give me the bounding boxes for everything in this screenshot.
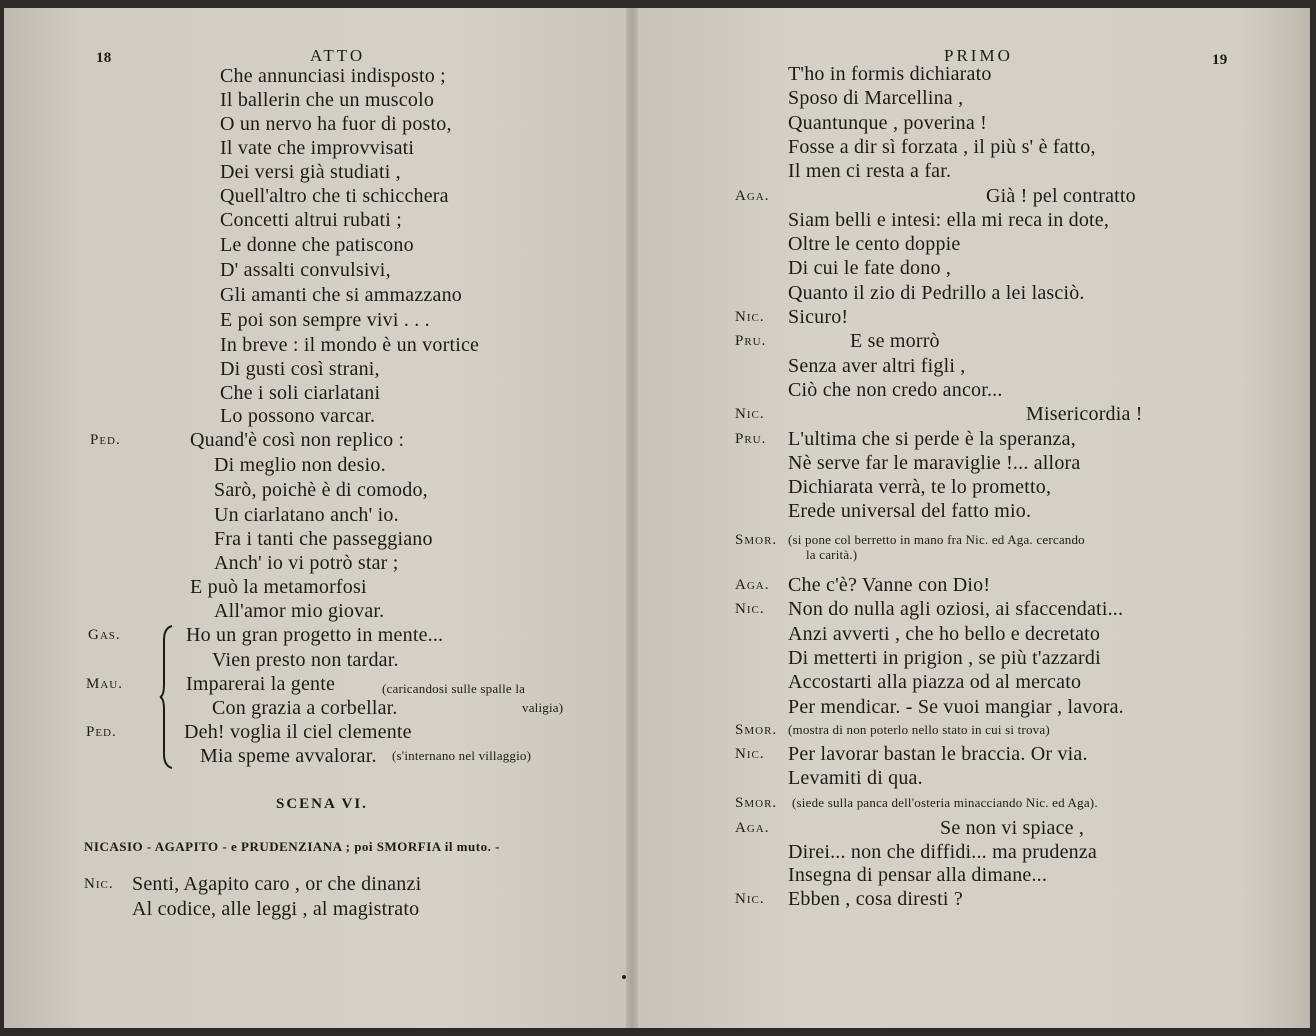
running-head-left: ATTO	[310, 46, 366, 65]
speaker-ped: Ped.	[90, 432, 121, 448]
verse-line: Di cui le fate dono ,	[788, 257, 952, 280]
verse-line: T'ho in formis dichiarato	[788, 63, 992, 85]
verse-line: Di meglio non desio.	[214, 454, 386, 476]
stage-direction: valigia)	[522, 700, 564, 715]
verse-line: Il vate che improvvisati	[220, 137, 415, 159]
speaker-aga: Aga.	[735, 820, 770, 836]
verse-line: Fosse a dir sì forzata , il più s' è fatto,	[788, 135, 1096, 158]
verse-line: Quand'è così non replico :	[190, 429, 405, 451]
verse-line: Oltre le cento doppie	[788, 233, 961, 256]
verse-line: Dei versi già studiati ,	[220, 161, 401, 183]
speaker-mau: Mau.	[86, 676, 123, 692]
stage-direction: (caricandosi sulle spalle la	[382, 681, 526, 696]
speaker-smor: Smor.	[735, 532, 778, 548]
verse-line: Levamiti di qua.	[788, 767, 923, 789]
speaker-smor: Smor.	[735, 795, 778, 811]
verse-line: Ebben , cosa diresti ?	[788, 888, 963, 910]
verse-line: Ho un gran progetto in mente...	[186, 624, 444, 646]
speaker-label: Pru.	[735, 430, 767, 447]
verse-line: Concetti altrui rubati ;	[220, 209, 402, 231]
verse-line: Quantunque , poverina !	[788, 111, 987, 134]
cast-line: NICASIO - AGAPITO - e PRUDENZIANA ; poi SMORFIA il muto. -	[84, 839, 500, 854]
page-number-left: 18	[96, 50, 112, 66]
speaker-smor: Smor.	[735, 722, 778, 738]
verse-line: L'ultima che si perde è la speranza,	[788, 427, 1076, 450]
speaker-label: Aga.	[735, 577, 770, 593]
speaker-nic: Nic.	[735, 891, 765, 907]
verse-line: Sposo di Marcellina ,	[788, 87, 964, 110]
verse-line: Un ciarlatano anch' io.	[214, 504, 399, 526]
verse-line: Misericordia !	[1026, 403, 1143, 426]
verse-line: Erede universal del fatto mio.	[788, 500, 1032, 523]
verse-line: Al codice, alle leggi , al magistrato	[132, 898, 420, 920]
verse-line: Nè serve far le maraviglie !... allora	[788, 451, 1081, 474]
verse-line: Gli amanti che si ammazzano	[220, 284, 462, 306]
verse-line: In breve : il mondo è un vortice	[220, 334, 480, 356]
verse-line: Sarò, poichè è di comodo,	[214, 479, 428, 501]
verse-line: O un nervo ha fuor di posto,	[220, 113, 452, 135]
stage-direction: la carità.)	[806, 547, 858, 562]
verse-line: E può la metamorfosi	[190, 576, 367, 598]
verse-line: Accostarti alla piazza od al mercato	[788, 671, 1082, 694]
verse-line: E se morrò	[850, 330, 940, 353]
verse-line: Anch' io vi potrò star ;	[214, 552, 399, 574]
verse-line: Lo possono varcar.	[220, 405, 376, 427]
speaker-gas: Gas.	[88, 627, 121, 643]
verse-line: Il ballerin che un muscolo	[220, 89, 435, 111]
stage-direction: (mostra di non poterlo nello stato in cui si trova)	[788, 722, 1050, 737]
verse-line: Siam belli e intesi: ella mi reca in dote,	[788, 208, 1110, 231]
verse-line: D' assalti convulsivi,	[220, 259, 391, 281]
speaker-label: Nic.	[735, 406, 765, 423]
stage-direction: (s'internano nel villaggio)	[392, 748, 532, 763]
verse-line: Già ! pel contratto	[986, 184, 1136, 207]
verse-line: Per mendicar. - Se vuoi mangiar , lavora.	[788, 695, 1124, 718]
verse-line: Imparerai la gente	[186, 673, 336, 695]
verse-line: Quanto il zio di Pedrillo a lei lasciò.	[788, 281, 1085, 304]
verse-line: Il men ci resta a far.	[788, 160, 952, 183]
curly-brace-icon	[158, 624, 174, 770]
verse-line: Deh! voglia il ciel clemente	[184, 721, 412, 743]
stage-direction: (si pone col berretto in mano fra Nic. ed Aga. cercando	[788, 532, 1085, 547]
stage-direction: (siede sulla panca dell'osteria minacciando Nic. ed Aga).	[792, 795, 1098, 810]
verse-line: Dichiarata verrà, te lo prometto,	[788, 476, 1052, 499]
scene-title: SCENA VI.	[276, 796, 368, 812]
speaker-ped: Ped.	[86, 724, 117, 740]
speaker-label: Nic.	[735, 601, 765, 618]
page-mark	[622, 975, 626, 979]
verse-line: Mia speme avvalorar.	[200, 745, 377, 767]
speaker-label: Nic.	[735, 309, 765, 325]
speaker-nic: Nic.	[84, 876, 114, 892]
verse-line: Senti, Agapito caro , or che dinanzi	[132, 873, 422, 895]
verse-line: Anzi avverti , che ho bello e decretato	[788, 622, 1101, 645]
book-gutter	[626, 8, 638, 1028]
speaker-label: Aga.	[735, 187, 770, 204]
verse-line: Con grazia a corbellar.	[212, 697, 398, 719]
verse-line: Senza aver altri figli ,	[788, 354, 966, 377]
speaker-label: Pru.	[735, 333, 767, 350]
verse-line: Di metterti in prigion , se più t'azzardi	[788, 646, 1101, 669]
page-number-right: 19	[1212, 52, 1228, 68]
verse-line: All'amor mio giovar.	[214, 600, 385, 622]
verse-line: Che i soli ciarlatani	[220, 382, 381, 404]
verse-line: Fra i tanti che passeggiano	[214, 528, 433, 550]
verse-line: Direi... non che diffidi... ma prudenza	[788, 841, 1098, 863]
verse-line: Sicuro!	[788, 306, 849, 328]
verse-line: Se non vi spiace ,	[940, 817, 1085, 839]
verse-line: Ciò che non credo ancor...	[788, 378, 1003, 401]
verse-line: Per lavorar bastan le braccia. Or via.	[788, 743, 1088, 765]
verse-line: Che annunciasi indisposto ;	[220, 65, 446, 87]
verse-line: Quell'altro che ti schicchera	[220, 185, 449, 207]
verse-line: Non do nulla agli oziosi, ai sfaccendati...	[788, 598, 1124, 621]
verse-line: Che c'è? Vanne con Dio!	[788, 574, 991, 596]
verse-line: Di gusti così strani,	[220, 358, 380, 380]
verse-line: Le donne che patiscono	[220, 234, 414, 256]
running-head-right: PRIMO	[944, 46, 1013, 65]
speaker-nic: Nic.	[735, 746, 765, 762]
verse-line: Vien presto non tardar.	[212, 649, 399, 671]
verse-line: E poi son sempre vivi . . .	[220, 309, 430, 331]
verse-line: Insegna di pensar alla dimane...	[788, 864, 1048, 886]
